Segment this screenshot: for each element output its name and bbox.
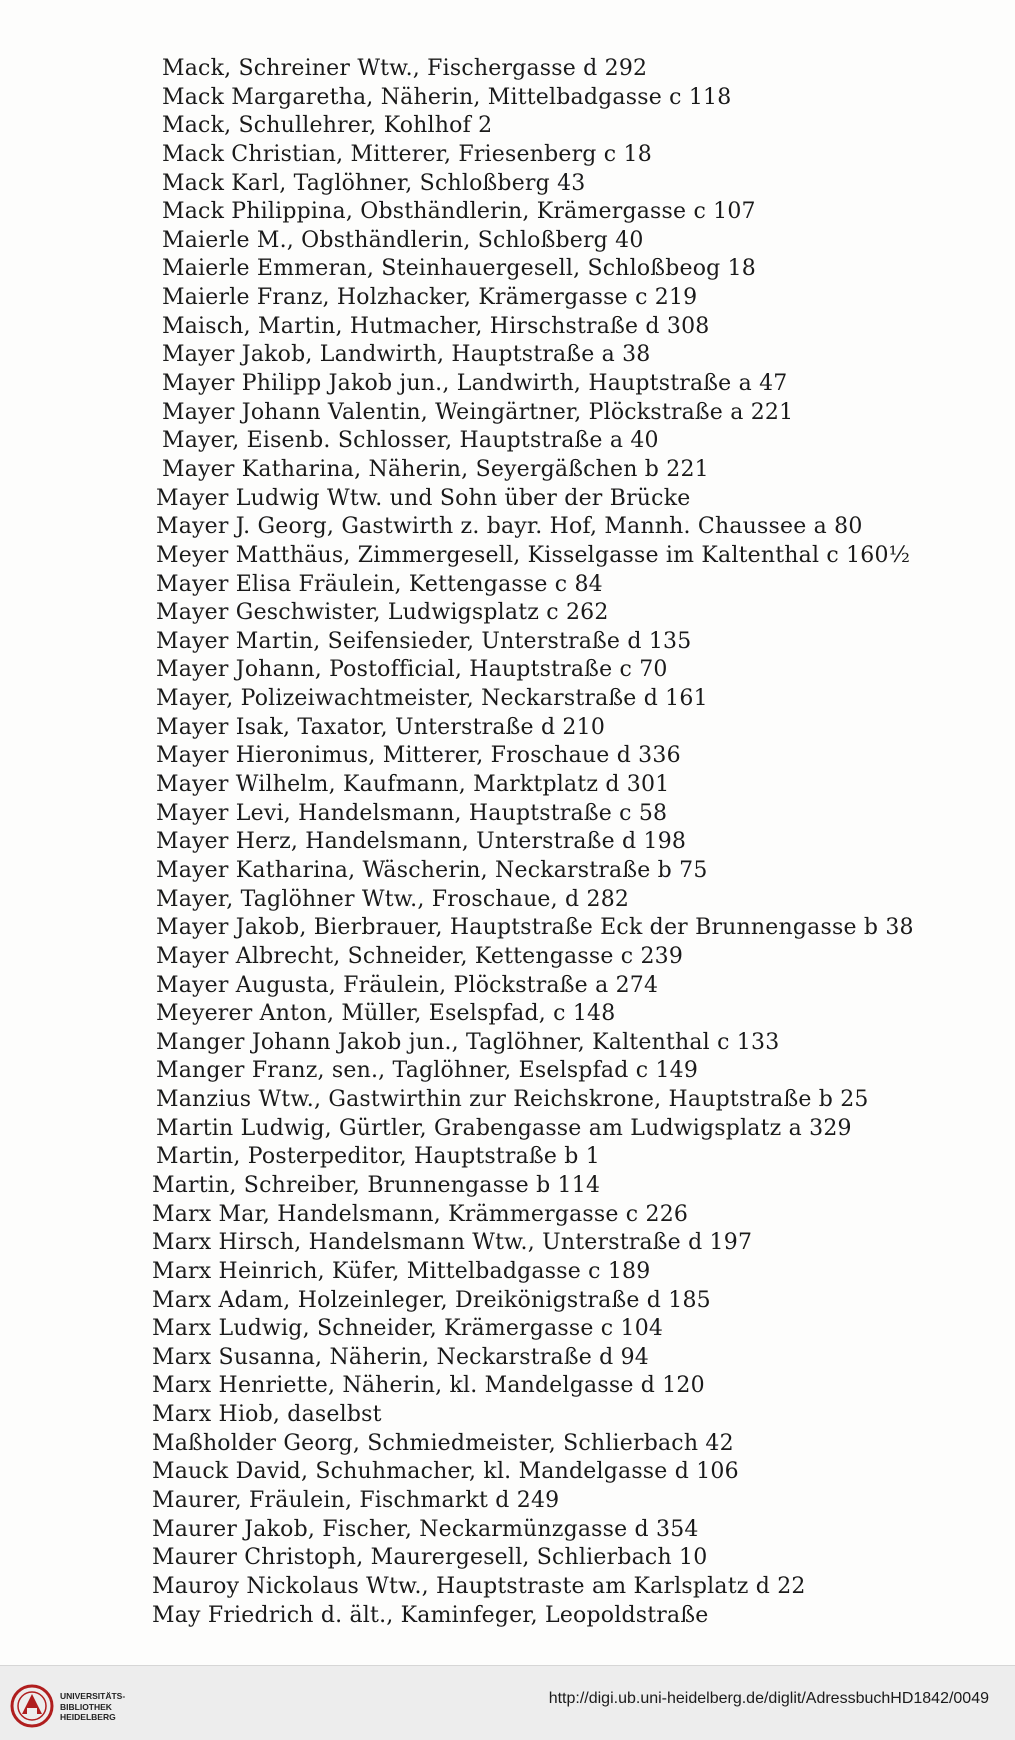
address-entry: Mack Margaretha, Näherin, Mittelbadgasse c 118 <box>162 84 732 110</box>
address-entry: Marx Mar, Handelsmann, Krämmergasse c 226 <box>152 1201 689 1227</box>
address-entry: Marx Adam, Holzeinleger, Dreikönigstraße d 185 <box>152 1287 711 1313</box>
address-entry: Manger Franz, sen., Taglöhner, Eselspfad c 149 <box>156 1058 699 1084</box>
address-entry: Mauroy Nickolaus Wtw., Hauptstraste am Karlsplatz d 22 <box>152 1573 806 1599</box>
address-entry: Mayer J. Georg, Gastwirth z. bayr. Hof, Mannh. Chaussee a 80 <box>156 514 863 540</box>
address-entry: Maurer Jakob, Fischer, Neckarmünzgasse d 354 <box>152 1516 699 1542</box>
address-entry: Meyer Matthäus, Zimmergesell, Kisselgasse im Kaltenthal c 160½ <box>156 542 911 568</box>
address-entry: Martin, Schreiber, Brunnengasse b 114 <box>152 1172 601 1198</box>
address-entry: Marx Hiob, daselbst <box>152 1402 382 1428</box>
address-entry: Martin, Posterpeditor, Hauptstraße b 1 <box>156 1144 600 1170</box>
address-entry: Manzius Wtw., Gastwirthin zur Reichskrone, Hauptstraße b 25 <box>156 1087 869 1113</box>
address-entry: Mauck David, Schuhmacher, kl. Mandelgasse d 106 <box>152 1459 739 1485</box>
address-entry: Martin Ludwig, Gürtler, Grabengasse am Ludwigsplatz a 329 <box>156 1115 852 1141</box>
address-entry: Mayer, Polizeiwachtmeister, Neckarstraße d 161 <box>156 686 708 712</box>
library-logo[interactable] <box>10 1684 150 1730</box>
address-entry: Mayer Martin, Seifensieder, Unterstraße d 135 <box>156 628 692 654</box>
address-entry: Mack Karl, Taglöhner, Schloßberg 43 <box>162 170 586 196</box>
address-entry: Meyerer Anton, Müller, Eselspfad, c 148 <box>156 1001 616 1027</box>
address-entry: Mayer Katharina, Näherin, Seyergäßchen b 221 <box>162 456 709 482</box>
address-entry: Maisch, Martin, Hutmacher, Hirschstraße d 308 <box>162 313 710 339</box>
permalink-url[interactable]: http://digi.ub.uni-heidelberg.de/diglit/AdressbuchHD1842/0049 <box>548 1690 989 1707</box>
address-entry: Maßholder Georg, Schmiedmeister, Schlierbach 42 <box>152 1430 734 1456</box>
address-entry: Marx Susanna, Näherin, Neckarstraße d 94 <box>152 1344 650 1370</box>
address-entry: Mayer Geschwister, Ludwigsplatz c 262 <box>156 600 609 626</box>
address-entry: Marx Ludwig, Schneider, Krämergasse c 104 <box>152 1316 664 1342</box>
address-entry: Mayer, Taglöhner Wtw., Froschaue, d 282 <box>156 886 630 912</box>
address-entry: Mayer Katharina, Wäscherin, Neckarstraße b 75 <box>156 857 708 883</box>
address-entry: Mayer Ludwig Wtw. und Sohn über der Brücke <box>156 485 691 511</box>
address-entry: Maurer, Fräulein, Fischmarkt d 249 <box>152 1488 560 1514</box>
address-entry: Mayer Wilhelm, Kaufmann, Marktplatz d 301 <box>156 772 670 798</box>
address-entry: Marx Heinrich, Küfer, Mittelbadgasse c 189 <box>152 1258 651 1284</box>
address-entry: Mayer Isak, Taxator, Unterstraße d 210 <box>156 714 606 740</box>
address-entry: Mayer Elisa Fräulein, Kettengasse c 84 <box>156 571 603 597</box>
library-name <box>60 1691 125 1723</box>
library-name-line: UNIVERSITÄTS- <box>60 1691 126 1701</box>
address-entry: Mayer Johann Valentin, Weingärtner, Plöckstraße a 221 <box>162 399 794 425</box>
address-entry: Maurer Christoph, Maurergesell, Schlierbach 10 <box>152 1545 708 1571</box>
address-entry: Mayer Jakob, Bierbrauer, Hauptstraße Eck der Brunnengasse b 38 <box>156 915 914 941</box>
address-entry: Mack Philippina, Obsthändlerin, Krämergasse c 107 <box>162 199 756 225</box>
address-entry: Mayer Levi, Handelsmann, Hauptstraße c 58 <box>156 800 668 826</box>
address-entry: Marx Henriette, Näherin, kl. Mandelgasse d 120 <box>152 1373 705 1399</box>
address-entry: Maierle M., Obsthändlerin, Schloßberg 40 <box>162 227 644 253</box>
library-name-line: HEIDELBERG <box>60 1712 116 1722</box>
address-entry: Marx Hirsch, Handelsmann Wtw., Unterstraße d 197 <box>152 1230 753 1256</box>
address-entry: Maierle Franz, Holzhacker, Krämergasse c 219 <box>162 285 698 311</box>
address-entry: Manger Johann Jakob jun., Taglöhner, Kaltenthal c 133 <box>156 1029 780 1055</box>
address-entry: Mack Christian, Mitterer, Friesenberg c 18 <box>162 141 652 167</box>
address-entries <box>152 55 1007 1630</box>
address-entry: Mayer Jakob, Landwirth, Hauptstraße a 38 <box>162 342 651 368</box>
university-seal-icon <box>10 1684 54 1728</box>
library-footer <box>0 1665 1015 1740</box>
library-name-line: BIBLIOTHEK <box>60 1701 112 1712</box>
address-entry: Mayer Johann, Postofficial, Hauptstraße c 70 <box>156 657 668 683</box>
address-entry: Mayer Philipp Jakob jun., Landwirth, Hauptstraße a 47 <box>162 371 788 397</box>
address-entry: Mayer Herz, Handelsmann, Unterstraße d 198 <box>156 829 687 855</box>
address-entry: Mayer Albrecht, Schneider, Kettengasse c 239 <box>156 943 684 969</box>
address-entry: Mayer Augusta, Fräulein, Plöckstraße a 274 <box>156 972 659 998</box>
address-entry: Mayer Hieronimus, Mitterer, Froschaue d 336 <box>156 743 681 769</box>
address-entry: Mack, Schreiner Wtw., Fischergasse d 292 <box>162 56 648 81</box>
address-entry: May Friedrich d. ält., Kaminfeger, Leopoldstraße <box>152 1602 709 1628</box>
address-entry: Mayer, Eisenb. Schlosser, Hauptstraße a 40 <box>162 428 659 454</box>
address-entry: Mack, Schullehrer, Kohlhof 2 <box>162 113 493 139</box>
address-entry: Maierle Emmeran, Steinhauergesell, Schloßbeog 18 <box>162 256 757 282</box>
